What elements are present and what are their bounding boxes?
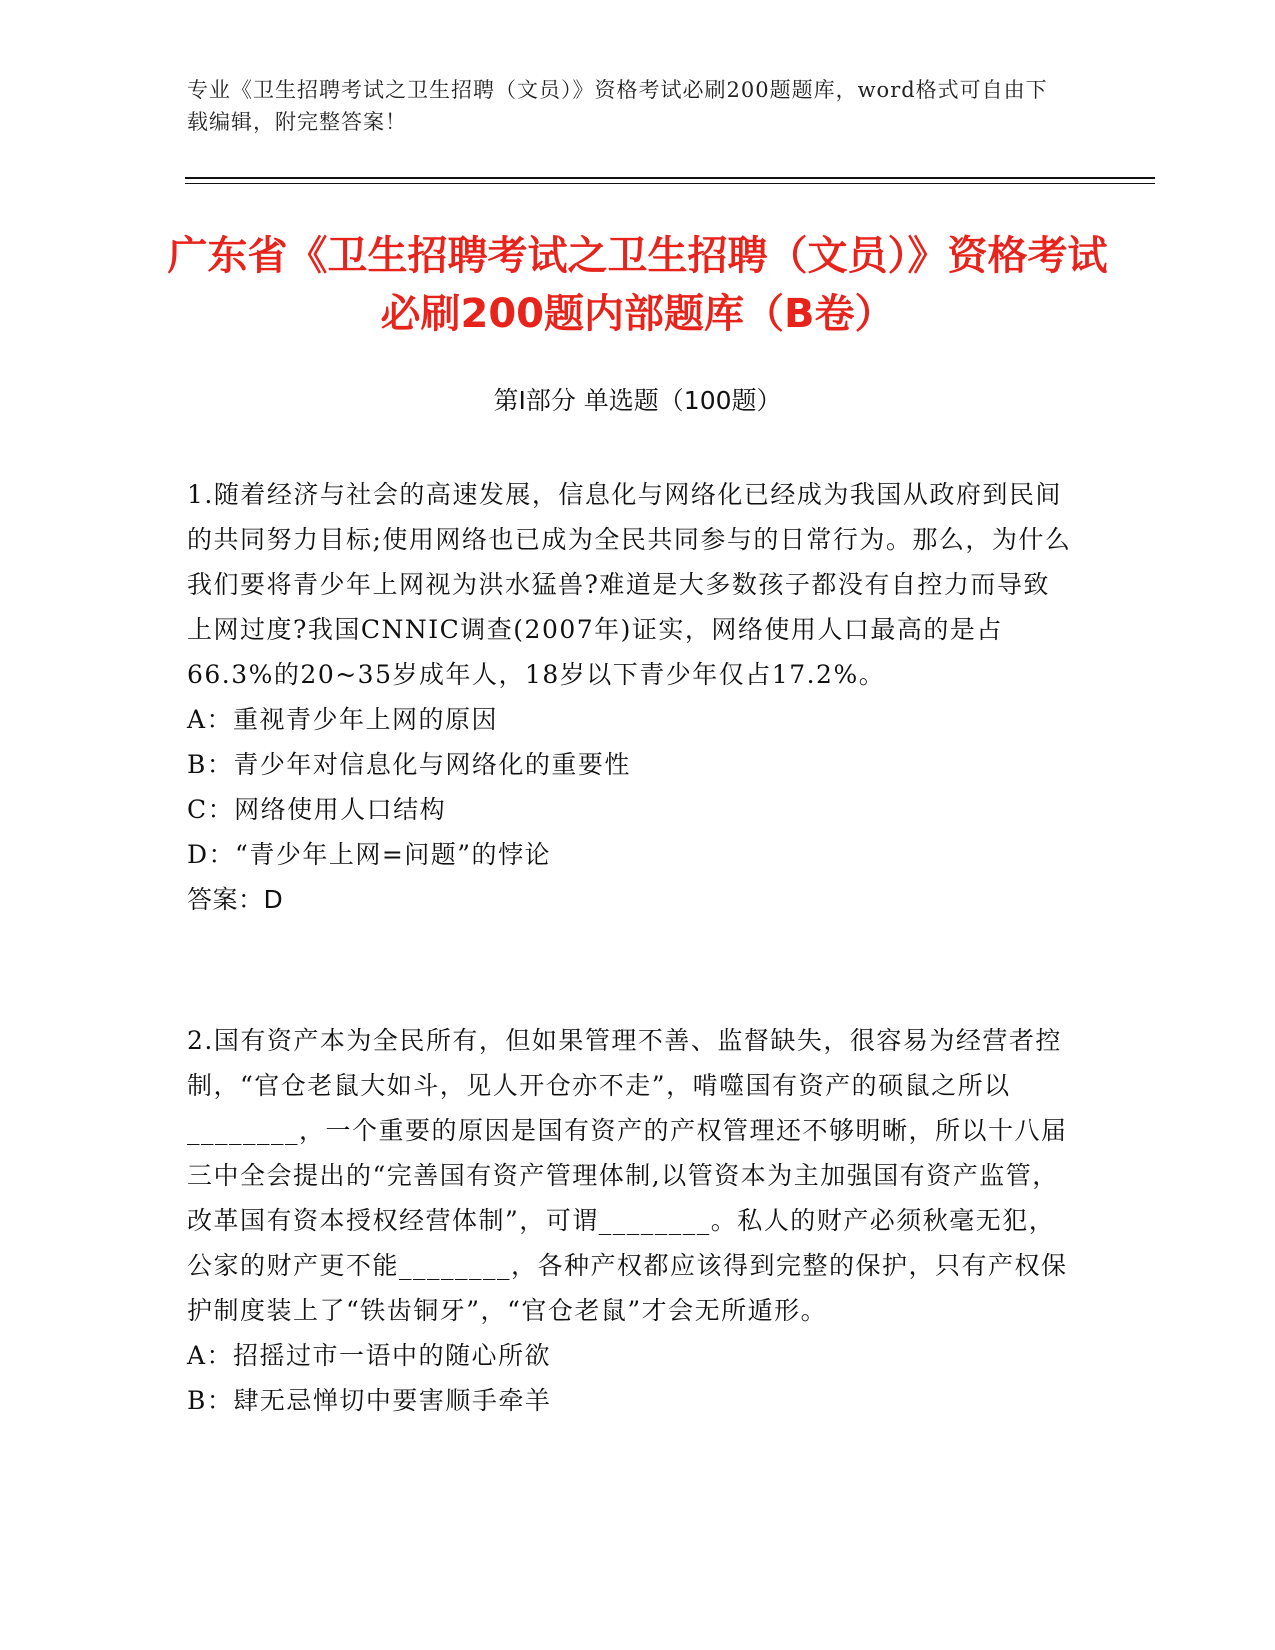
header-rule-thin [185,183,1155,184]
document-title: 广东省《卫生招聘考试之卫生招聘（文员）》资格考试必刷200题内部题库（B卷） [167,233,1108,337]
option-b: B：青少年对信息化与网络化的重要性 [187,750,631,779]
option-c: C：网络使用人口结构 [187,795,447,824]
header-note: 专业《卫生招聘考试之卫生招聘（文员）》资格考试必刷200题题库，word格式可自由下载编辑，附完整答案！ [187,78,1048,134]
header-rule-thick [185,177,1155,179]
section-heading: 第I部分 单选题（100题） [493,386,782,415]
question-stem: 1.随着经济与社会的高速发展，信息化与网络化已经成为我国从政府到民间的共同努力目标;使用网络也已成为全民共同参与的日常行为。那么，为什么我们要将青少年上网视为洪水猛兽?难道是大多数孩子都没有自控力而导致上网过度?我国CNNIC调查(2007年)证实，网络使用人口最高的是占66.3%的20~35岁成年人，18岁以下青少年仅占17.2%。 [187,480,1072,689]
question-1 [187,472,1072,922]
question-2 [187,1018,1072,1423]
option-b: B：肆无忌惮切中要害顺手牵羊 [187,1386,552,1415]
question-stem: 2.国有资产本为全民所有，但如果管理不善、监督缺失，很容易为经营者控制，“官仓老鼠大如斗，见人开仓亦不走”，啃噬国有资产的硕鼠之所以________，一个重要的原因是国有资产的产权管理还不够明晰，所以十八届三中全会提出的“完善国有资产管理体制,以管资本为主加强国有资产监管，改革国有资本授权经营体制”，可谓________。私人的财产必须秋毫无犯，公家的财产更不能________，各种产权都应该得到完整的保护，只有产权保护制度装上了“铁齿铜牙”，“官仓老鼠”才会无所遁形。 [187,1026,1068,1325]
option-a: A：重视青少年上网的原因 [187,705,499,734]
option-a: A：招摇过市一语中的随心所欲 [187,1341,552,1370]
option-d: D：“青少年上网=问题”的悖论 [187,840,552,869]
answer-label: 答案：D [187,885,284,914]
